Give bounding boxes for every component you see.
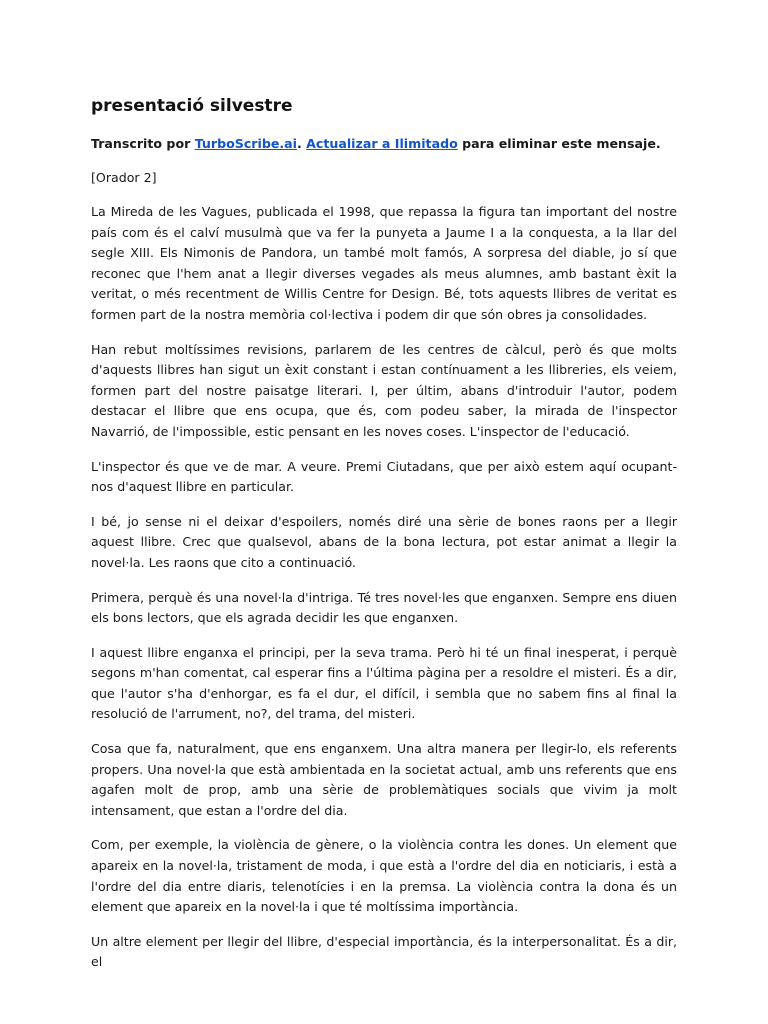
transcription-banner <box>91 134 677 154</box>
banner-prefix: Transcrito por <box>91 136 195 151</box>
paragraph: La Mireda de les Vagues, publicada el 1998, que repassa la figura tan important del nostre país com és el calví musulmà que va fer la punyeta a Jaume I a la conquesta, a la llar del segle XIII. Els Nimonis de Pandora, un també molt famós, A sorpresa del diable, jo sí que reconec que l'hem anat a llegir diverses vegades als meus alumnes, amb bastant èxit la veritat, o més recentment de Willis Centre for Design. Bé, tots aquests llibres de veritat es formen part de la nostra memòria col·lectiva i podem dir que són obres ja consolidades. <box>91 204 677 322</box>
paragraph: Com, per exemple, la violència de gènere, o la violència contra les dones. Un element que apareix en la novel·la, tristament de moda, i que està a l'ordre del dia en noticiaris, i està a l'ordre del dia entre diaris, telenotícies i en la premsa. La violència contra la dona és un element que apareix en la novel·la i que té moltíssima importància. <box>91 837 677 915</box>
speaker-label: [Orador 2] <box>91 170 157 185</box>
banner-suffix: para eliminar este mensaje. <box>457 136 661 151</box>
turboscribe-link[interactable]: TurboScribe.ai <box>194 136 297 151</box>
upgrade-link[interactable]: Actualizar a Ilimitado <box>306 136 458 151</box>
paragraph: Primera, perquè és una novel·la d'intriga. Té tres novel·les que enganxen. Sempre ens diuen els bons lectors, que els agrada decidir les que enganxen. <box>91 589 677 626</box>
paragraph: I bé, jo sense ni el deixar d'espoilers, només diré una sèrie de bones raons per a llegir aquest llibre. Crec que qualsevol, abans de la bona lectura, pot estar animat a llegir la novel·la. Les raons que cito a continuació. <box>91 513 677 570</box>
paragraph: Cosa que fa, naturalment, que ens enganxem. Una altra manera per llegir-lo, els referents propers. Una novel·la que està ambientada en la societat actual, amb uns referents que ens agafen molt de prop, amb una sèrie de problemàtiques socials que vivim ja molt intensament, que estan a l'ordre del dia. <box>91 741 677 818</box>
document-page <box>91 94 677 987</box>
paragraph: Han rebut moltíssimes revisions, parlarem de les centres de càlcul, però és que molts d'aquests llibres han sigut un èxit constant i estan contínuament a les llibreries, els veiem, formen part del nostre paisatge literari. I, per últim, abans d'introduir l'autor, podem destacar el llibre que ens ocupa, que és, com podeu saber, la mirada de l'inspector Navarrió, de l'impossible, estic pensant en les noves coses. L'inspector de l'educació. <box>91 341 677 439</box>
banner-separator: . <box>296 136 307 151</box>
paragraph: I aquest llibre enganxa el principi, per la seva trama. Però hi té un final inesperat, i perquè segons m'han comentat, cal esperar fins a l'última pàgina per a resoldre el misteri. És a dir, que l'autor s'ha d'enhorgar, es fa el dur, el difícil, i sembla que no sabem fins al final la resolució de l'arrument, no?, del trama, del misteri. <box>91 644 677 722</box>
document-title: presentació silvestre <box>91 96 293 116</box>
paragraph: L'inspector és que ve de mar. A veure. Premi Ciutadans, que per això estem aquí ocupant-nos d'aquest llibre en particular. <box>91 458 677 495</box>
paragraph: Un altre element per llegir del llibre, d'especial importància, és la interpersonalitat. És a dir, el <box>91 933 677 970</box>
